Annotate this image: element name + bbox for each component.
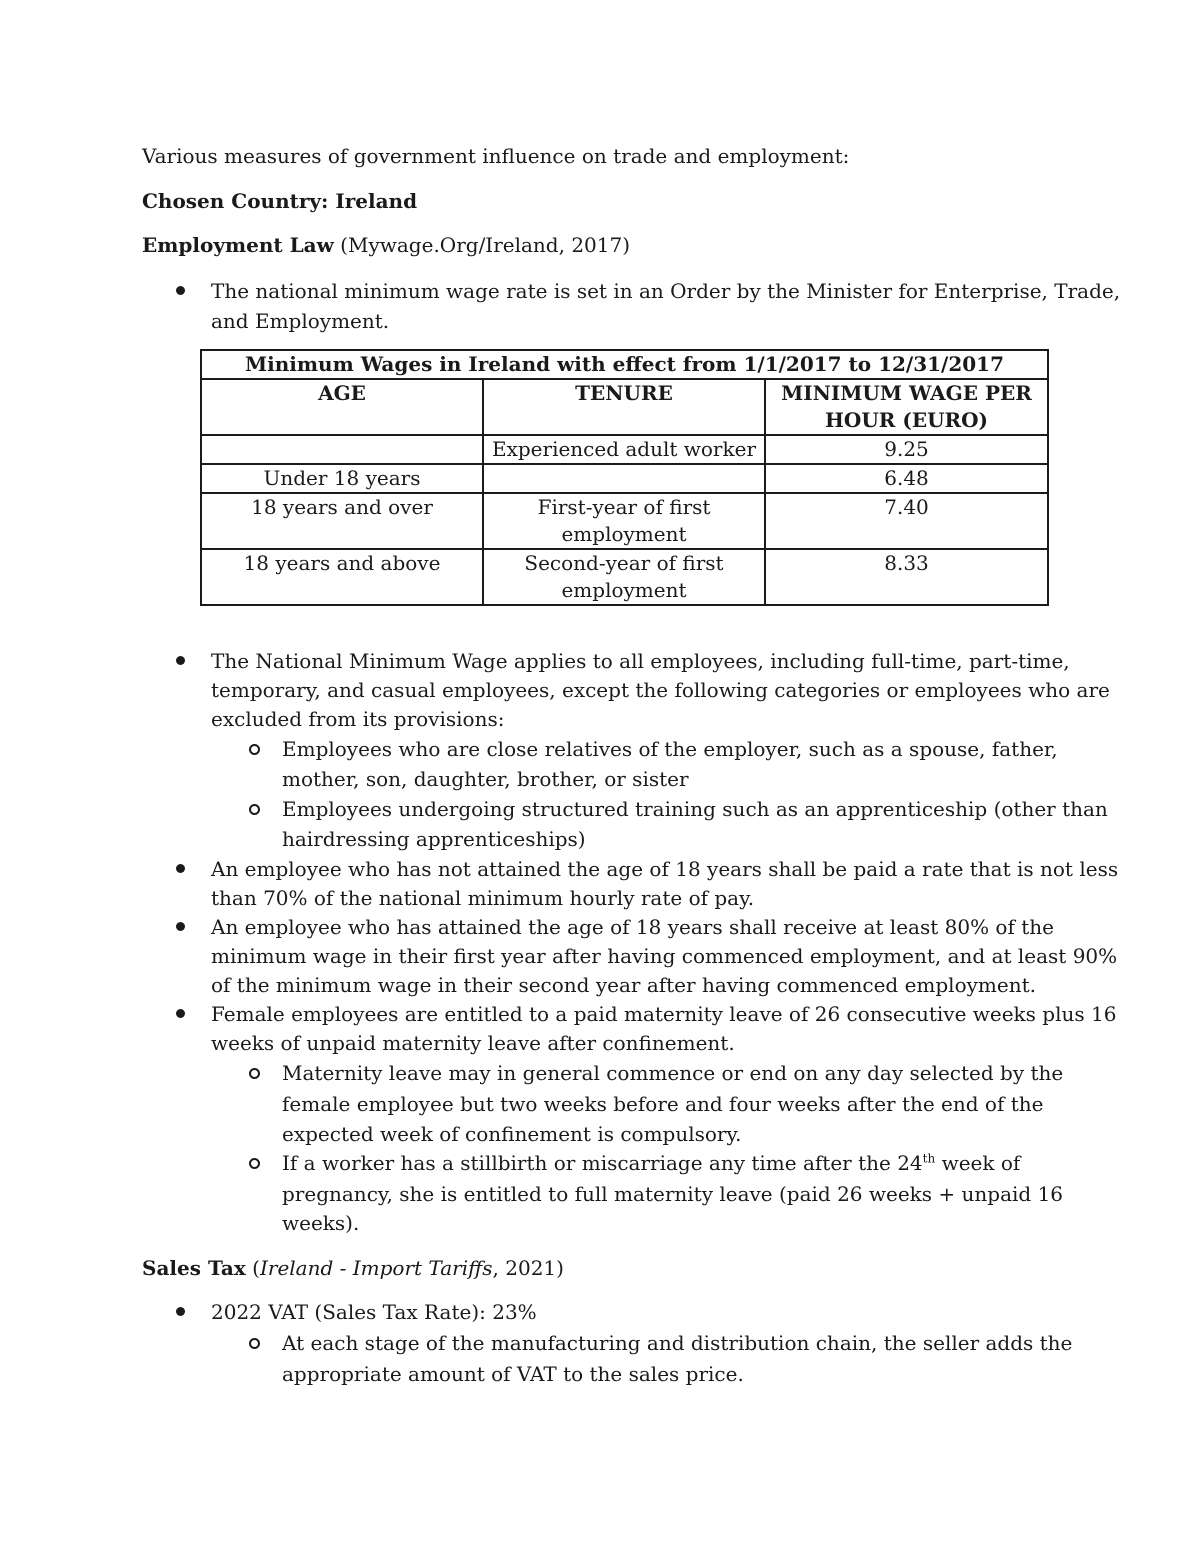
sub-bullet-text: Maternity leave may in general commence or end on any day selected by the (282, 1061, 1064, 1085)
table-header-row (201, 379, 1048, 435)
table-cell: Experienced adult worker (483, 435, 765, 464)
bullet-icon (176, 864, 185, 873)
sub-bullet-text: Employees who are close relatives of the employer, such as a spouse, father, (282, 737, 1058, 761)
bullet-text: minimum wage in their first year after having commenced employment, and at least 90% (211, 944, 1118, 968)
table-cell: 18 years and over (201, 493, 483, 549)
employment-law-heading (142, 230, 630, 260)
bullet-text: 2022 VAT (Sales Tax Rate): 23% (211, 1300, 537, 1324)
hollow-bullet-icon (249, 1338, 260, 1349)
bullet-icon (176, 286, 185, 295)
employment-law-citation: (Mywage.Org/Ireland, 2017) (333, 233, 631, 257)
sub-bullet-text: female employee but two weeks before and four weeks after the end of the (282, 1092, 1044, 1116)
bullet-text: An employee who has not attained the age of 18 years shall be paid a rate that is not less (211, 857, 1119, 881)
employment-law-title: Employment Law (142, 233, 334, 257)
ordinal-superscript: th (922, 1151, 936, 1166)
bullet-text: An employee who has attained the age of 18 years shall receive at least 80% of the (211, 915, 1054, 939)
column-header-minimum-wage: MINIMUM WAGE PER HOUR (EURO) (765, 379, 1048, 435)
table-row (201, 493, 1048, 549)
sub-bullet-text: appropriate amount of VAT to the sales price. (282, 1362, 744, 1386)
sub-bullet-text: mother, son, daughter, brother, or sister (282, 767, 689, 791)
sales-tax-title: Sales Tax (142, 1256, 246, 1280)
sub-bullet-text-part: If a worker has a stillbirth or miscarriage any time after the 24 (282, 1151, 923, 1175)
table-cell: 7.40 (765, 493, 1048, 549)
sub-bullet-text-part: week of (935, 1151, 1021, 1175)
sub-bullet-text (282, 1148, 1020, 1178)
table-cell (483, 464, 765, 493)
sub-bullet-text: pregnancy, she is entitled to full maternity leave (paid 26 weeks + unpaid 16 (282, 1182, 1064, 1206)
table-cell: 18 years and above (201, 549, 483, 605)
bullet-text: weeks of unpaid maternity leave after confinement. (211, 1031, 735, 1055)
bullet-text: excluded from its provisions: (211, 707, 505, 731)
table-row (201, 549, 1048, 605)
bullet-text: The national minimum wage rate is set in an Order by the Minister for Enterprise, Trade, (211, 279, 1121, 303)
table-caption-row (201, 350, 1048, 379)
sub-bullet-text: Employees undergoing structured training such as an apprenticeship (other than (282, 797, 1108, 821)
bullet-text: The National Minimum Wage applies to all employees, including full-time, part-time, (211, 649, 1070, 673)
sales-tax-heading (142, 1253, 564, 1283)
sub-bullet-text: hairdressing apprenticeships) (282, 827, 586, 851)
bullet-text: Female employees are entitled to a paid maternity leave of 26 consecutive weeks plus 16 (211, 1002, 1117, 1026)
citation-open: ( (245, 1256, 260, 1280)
bullet-icon (176, 922, 185, 931)
sub-bullet-text: At each stage of the manufacturing and distribution chain, the seller adds the (282, 1331, 1073, 1355)
table-cell: First-year of first employment (483, 493, 765, 549)
sub-bullet-text: expected week of confinement is compulsory. (282, 1122, 742, 1146)
table-cell: 6.48 (765, 464, 1048, 493)
hollow-bullet-icon (249, 1068, 260, 1079)
minimum-wage-table (200, 349, 1049, 606)
table-row (201, 464, 1048, 493)
citation-source: Ireland - Import Tariffs (259, 1256, 493, 1280)
bullet-text: and Employment. (211, 309, 390, 333)
bullet-text: of the minimum wage in their second year after having commenced employment. (211, 973, 1036, 997)
table-cell: 9.25 (765, 435, 1048, 464)
table-cell: Second-year of first employment (483, 549, 765, 605)
column-header-age: AGE (201, 379, 483, 435)
hollow-bullet-icon (249, 1158, 260, 1169)
table-cell: Under 18 years (201, 464, 483, 493)
hollow-bullet-icon (249, 744, 260, 755)
bullet-icon (176, 1307, 185, 1316)
chosen-country: Chosen Country: Ireland (142, 189, 418, 213)
table-cell: 8.33 (765, 549, 1048, 605)
sub-bullet-text: weeks). (282, 1211, 360, 1235)
column-header-tenure: TENURE (483, 379, 765, 435)
bullet-text: than 70% of the national minimum hourly rate of pay. (211, 886, 755, 910)
bullet-text: temporary, and casual employees, except the following categories or employees who are (211, 678, 1110, 702)
table-row (201, 435, 1048, 464)
table-caption: Minimum Wages in Ireland with effect from 1/1/2017 to 12/31/2017 (201, 350, 1048, 379)
bullet-icon (176, 1009, 185, 1018)
hollow-bullet-icon (249, 804, 260, 815)
table-cell (201, 435, 483, 464)
intro-text: Various measures of government influence on trade and employment: (142, 144, 850, 168)
bullet-icon (176, 656, 185, 665)
citation-close: , 2021) (492, 1256, 564, 1280)
